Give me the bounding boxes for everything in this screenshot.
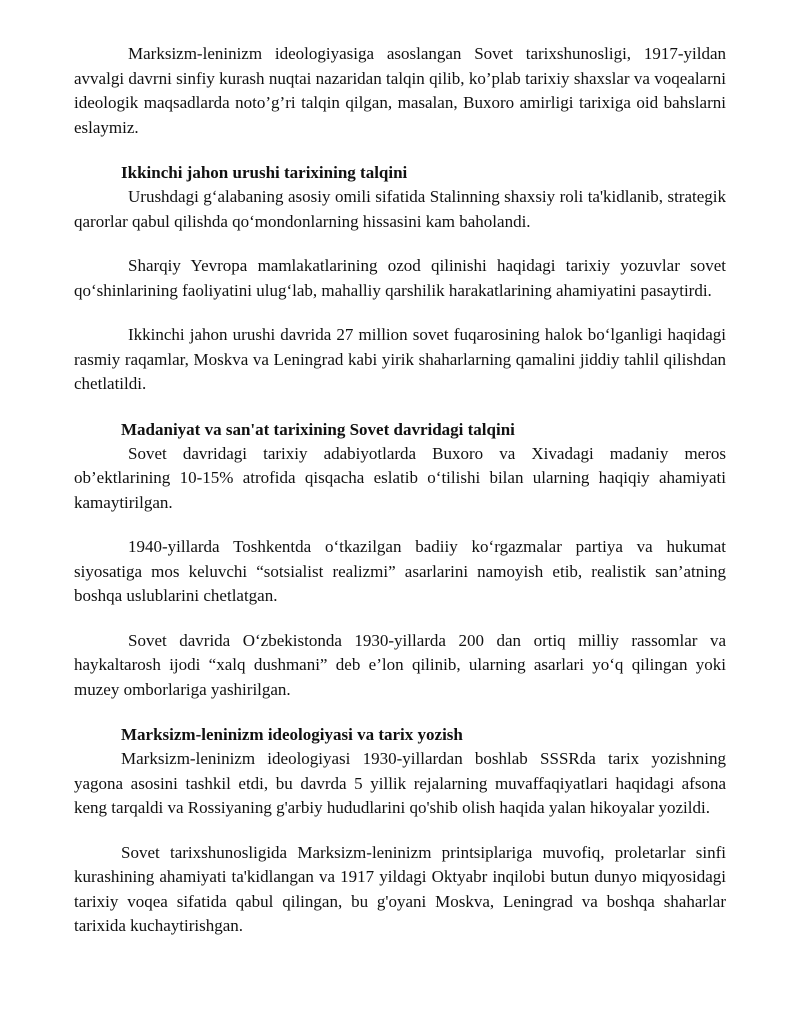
culture-paragraph-3: Sovet davrida O‘zbekistonda 1930-yillarda 200 dan ortiq milliy rassomlar va haykaltarosh ijodi “xalq dushmani” deb e’lon qilinib, ularning asarlari yo‘q qilingan yoki muzey omborlariga yashirilgan.: [74, 630, 726, 699]
culture-paragraph-2: 1940-yillarda Toshkentda o‘tkazilgan badiiy ko‘rgazmalar partiya va hukumat siyosatiga mos keluvchi “sotsialist realizmi” asarlarini namoyish etib, realistik san’atning boshqa uslublarini chetlatgan.: [74, 537, 726, 605]
ideology-paragraph-1: Marksizm-leninizm ideologiyasi 1930-yillardan boshlab SSSRda tarix yozishning yagona asosini tashkil etdi, bu davrda 5 yillik rejalarning muvaffaqiyatlari haqidagi afsona keng tarqaldi va Rossiyaning g'arbiy hududlarini qo'shib olish haqida yalan hikoyalar yozildi.: [74, 749, 726, 817]
culture-paragraph-1: Sovet davridagi tarixiy adabiyotlarda Buxoro va Xivadagi madaniy meros ob’ektlarining 10-15% atrofida qisqacha eslatib o‘tilishi bilan ularning haqiqiy ahamiyati kamaytirilgan.: [74, 443, 726, 512]
wwii-paragraph-3: Ikkinchi jahon urushi davrida 27 million sovet fuqarosining halok bo‘lganligi haqidagi rasmiy raqamlar, Moskva va Leningrad kabi yirik shaharlarning qamalini jiddiy tahlil qilishdan chetlatildi.: [74, 325, 726, 393]
document-page: [74, 42, 726, 939]
wwii-paragraph-1: Urushdagi g‘alabaning asosiy omili sifatida Stalinning shaxsiy roli ta'kidlanib, strategik qarorlar qabul qilishda qo‘mondonlarning hissasini kam baholandi.: [74, 187, 726, 231]
ideology-paragraph-2: Sovet tarixshunosligida Marksizm-leninizm printsiplariga muvofiq, proletarlar sinfi kurashining ahamiyati ta'kidlangan va 1917 yildagi Oktyabr inqilobi butun dunyo miqyosidagi tarixiy voqea sifatida qabul qilingan, bu g'oyani Moskva, Leningrad va boshqa shaharlar tarixida kuchaytirishgan.: [74, 842, 726, 935]
section-heading-ideology: Marksizm-leninizm ideologiyasi va tarix yozish: [121, 725, 463, 744]
intro-paragraph: Marksizm-leninizm ideologiyasiga asoslangan Sovet tarixshunosligi, 1917-yildan avvalgi davrni sinfiy kurash nuqtai nazaridan talqin qilib, ko’plab tarixiy shaxslar va voqealarni ideologik maqsadlarda noto’g’ri talqin qilgan, masalan, Buxoro amirligi tarixiga oid bahslarni eslaymiz.: [74, 44, 726, 137]
wwii-paragraph-2: Sharqiy Yevropa mamlakatlarining ozod qilinishi haqidagi tarixiy yozuvlar sovet qo‘shinlarining faoliyatini ulug‘lab, mahalliy qarshilik harakatlarining ahamiyatini pasaytirdi.: [74, 256, 726, 300]
section-heading-culture: Madaniyat va san'at tarixining Sovet davridagi talqini: [121, 419, 515, 439]
section-heading-wwii: Ikkinchi jahon urushi tarixining talqini: [121, 163, 408, 182]
